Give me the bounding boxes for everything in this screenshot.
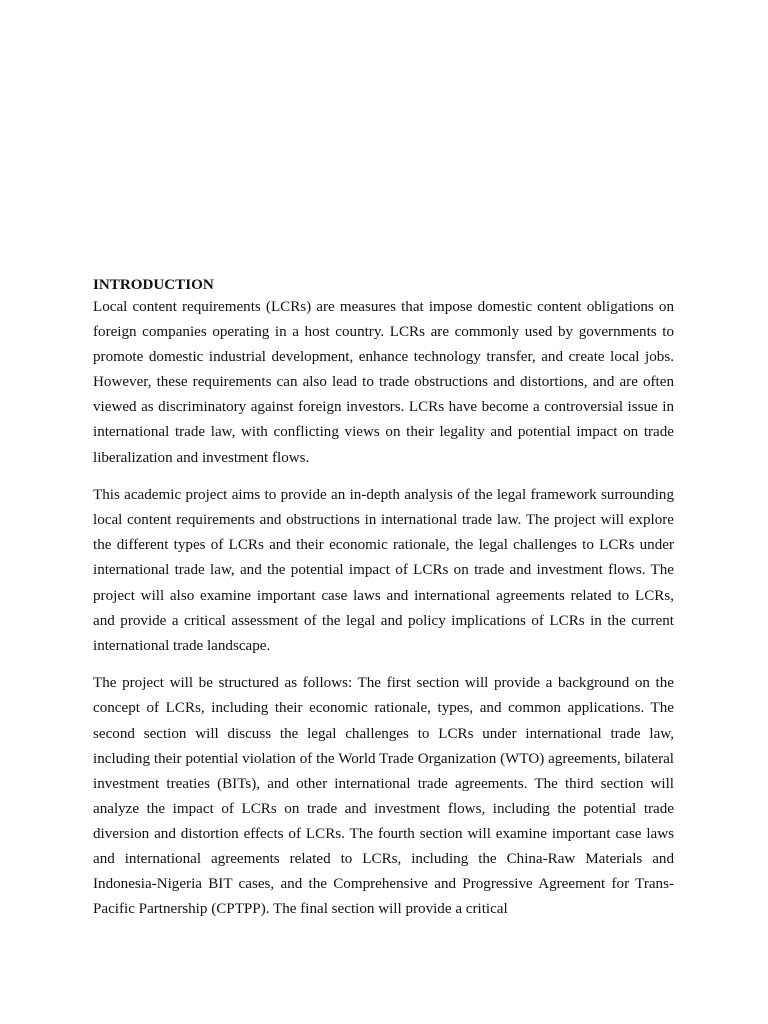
- document-body: [93, 276, 674, 935]
- paragraph-2: This academic project aims to provide an in-depth analysis of the legal framework surrounding local content requirements and obstructions in international trade law. The project will explore the different types of LCRs and their economic rationale, the legal challenges to LCRs under international trade law, and the potential impact of LCRs on trade and investment flows. The project will also examine important case laws and international agreements related to LCRs, and provide a critical assessment of the legal and policy implications of LCRs in the current international trade landscape.: [93, 487, 674, 654]
- section-heading: INTRODUCTION: [93, 277, 214, 293]
- paragraph-1: Local content requirements (LCRs) are measures that impose domestic content obligations on foreign companies operating in a host country. LCRs are commonly used by governments to promote domestic industrial development, enhance technology transfer, and create local jobs. However, these requirements can also lead to trade obstructions and distortions, and are often viewed as discriminatory against foreign investors. LCRs have become a controversial issue in international trade law, with conflicting views on their legality and potential impact on trade liberalization and investment flows.: [93, 299, 674, 466]
- paragraph-3: The project will be structured as follows: The first section will provide a background on the concept of LCRs, including their economic rationale, types, and common applications. The second section will discuss the legal challenges to LCRs under international trade law, including their potential violation of the World Trade Organization (WTO) agreements, bilateral investment treaties (BITs), and other international trade agreements. The third section will analyze the impact of LCRs on trade and investment flows, including the potential trade diversion and distortion effects of LCRs. The fourth section will examine important case laws and international agreements related to LCRs, including the China-Raw Materials and Indonesia-Nigeria BIT cases, and the Comprehensive and Progressive Agreement for Trans-Pacific Partnership (CPTPP). The final section will provide a critical: [93, 675, 674, 918]
